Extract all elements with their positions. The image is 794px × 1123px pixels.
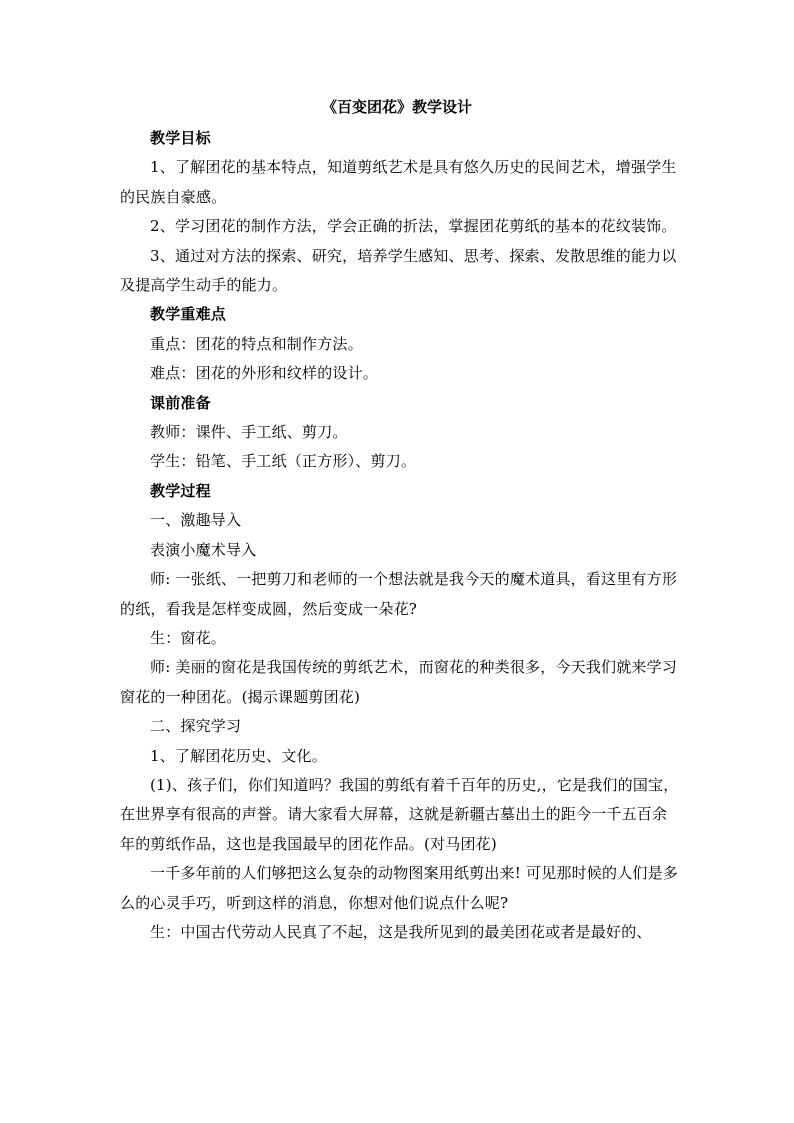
section-heading: 教学目标 xyxy=(150,129,211,147)
document-body xyxy=(120,124,680,947)
paragraph: 表演小魔术导入 xyxy=(150,540,257,559)
paragraph: 一千多年前的人们够把这么复杂的动物图案用纸剪出来! 可见那时候的人们是多么的心灵手巧，听到这样的消息，你想对他们说点什么呢? xyxy=(120,864,678,912)
paragraph: 1、了解团花的基本特点，知道剪纸艺术是具有悠久历史的民间艺术，增强学生的民族自豪感。 xyxy=(120,158,677,206)
paragraph: 2、学习团花的制作方法，学会正确的折法，掌握团花剪纸的基本的花纹装饰。 xyxy=(150,217,677,236)
section-heading: 课前准备 xyxy=(150,393,211,412)
document-title: 《百变团花》教学设计 xyxy=(321,98,472,116)
paragraph: 1、了解团花历史、文化。 xyxy=(150,746,327,765)
paragraph: 生：中国古代劳动人民真了不起，这是我所见到的最美团花或者是最好的、 xyxy=(150,922,652,941)
paragraph: (1)、孩子们，你们知道吗？我国的剪纸有着千百年的历史,，它是我们的国宝，在世界享有很高的声誉。请大家看大屏幕，这就是新疆古墓出土的距今一千五百余年的剪纸作品，这也是我国最早的团花作品。(对马团花) xyxy=(120,775,679,853)
paragraph: 师: 美丽的窗花是我国传统的剪纸艺术，而窗花的种类很多，今天我们就来学习窗花的一种团花。(揭示课题剪团花) xyxy=(120,658,678,706)
paragraph: 3、通过对方法的探索、研究，培养学生感知、思考、探索、发散思维的能力以及提高学生动手的能力。 xyxy=(120,246,677,295)
paragraph: 重点：团花的特点和制作方法。 xyxy=(150,334,363,353)
paragraph: 教师：课件、手工纸、剪刀。 xyxy=(150,423,348,442)
paragraph: 生：窗花。 xyxy=(150,628,227,647)
section-heading: 教学过程 xyxy=(150,481,211,500)
paragraph: 一、激趣导入 xyxy=(150,511,242,530)
paragraph: 难点：团花的外形和纹样的设计。 xyxy=(150,364,379,383)
paragraph: 二、探究学习 xyxy=(150,717,242,736)
paragraph: 师: 一张纸、一把剪刀和老师的一个想法就是我今天的魔术道具，看这里有方形的纸，看我是怎样变成圆，然后变成一朵花? xyxy=(120,570,678,618)
paragraph: 学生：铅笔、手工纸（正方形）、剪刀。 xyxy=(150,452,417,471)
section-heading: 教学重难点 xyxy=(150,305,227,324)
